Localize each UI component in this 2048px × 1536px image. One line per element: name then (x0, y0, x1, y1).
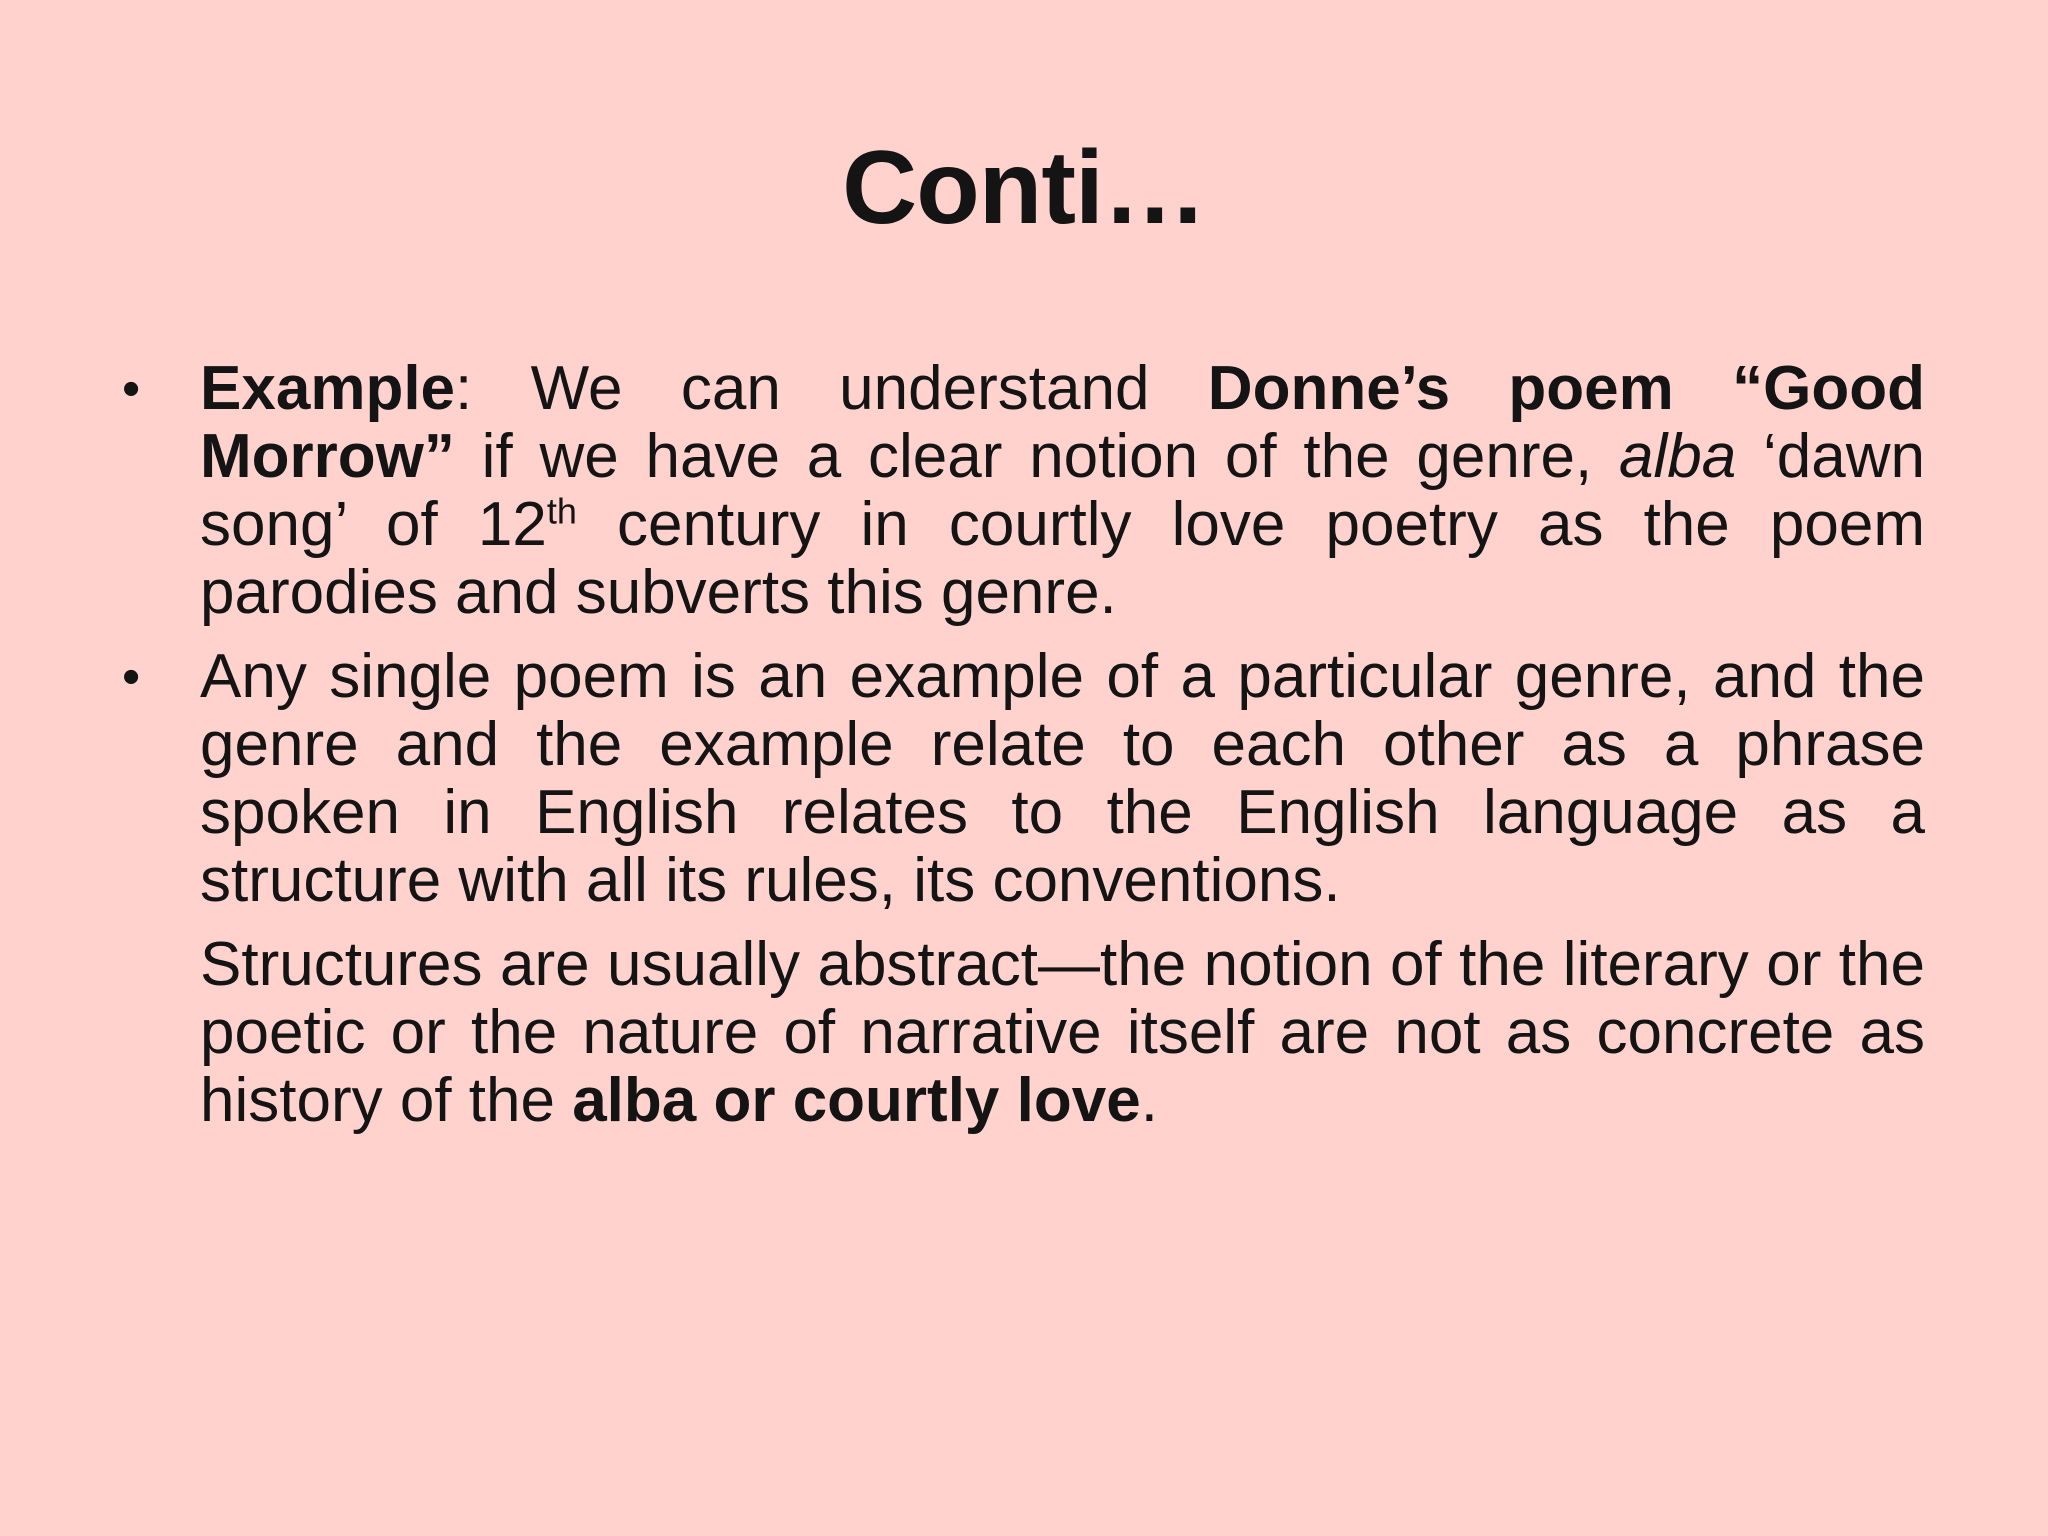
slide-body (122, 354, 1925, 1135)
slide-title: Conti… (842, 130, 1206, 246)
paragraph-single-poem (122, 642, 1925, 915)
text-run: . (1140, 1066, 1158, 1135)
superscript-run: th (546, 490, 577, 532)
text-run: century in courtly love poetry as the poem parodies and subverts this genre. (200, 490, 1925, 627)
bullet-marker: • (122, 648, 141, 706)
text-run: Donne’s poem “Good Morrow” (200, 354, 1925, 491)
paragraph-structures (200, 931, 1925, 1135)
text-run: : We can understand (455, 354, 1208, 423)
text-run: if we have a clear notion of the genre, (454, 422, 1619, 491)
text-run: alba or courtly love (572, 1066, 1141, 1135)
text-run: Structures are usually abstract—the notion of the literary or the poetic or the nature of narrative itself are not as concrete as history of the (200, 930, 1925, 1135)
text-run: alba (1618, 422, 1737, 491)
paragraph-example (122, 354, 1925, 627)
bullet-marker: • (122, 360, 141, 418)
text-run: ‘dawn song’ of 12 (200, 422, 1925, 559)
text-run: Any single poem is an example of a particular genre, and the genre and the example relate to each other as a phrase spoken in English relates to the English language as a structure with all its rules, its conventions. (200, 642, 1925, 915)
text-run: Example (200, 354, 456, 423)
